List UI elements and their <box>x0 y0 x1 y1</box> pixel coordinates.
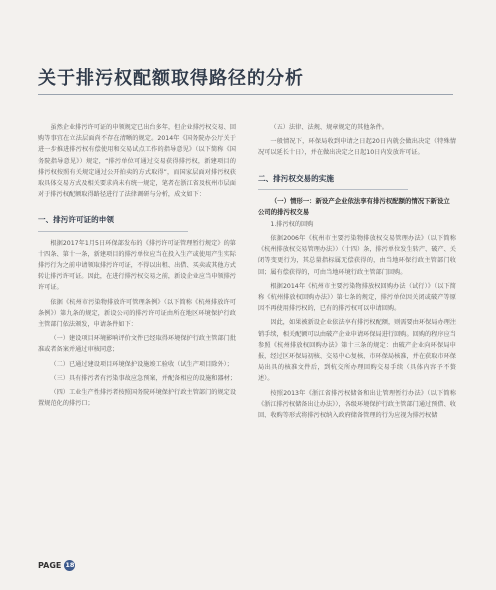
page-number-badge: 18 <box>65 561 75 569</box>
body-paragraph: 按照2013年《浙江省排污权储备和出让管理暂行办法》（以下简称《浙江排污权储备出让办法》），各级环境保护行政主管部门通过预借、收回、收购等形式将排污权纳入政府储备管理的行为应视为排污权储 <box>258 389 456 420</box>
section-heading-2: 二、排污权交易的实施 <box>258 173 456 190</box>
subsection-heading: （一）情形一：新设产企业依法享有排污权配额的情况下新设立公司的排污权交易 <box>258 196 450 216</box>
body-paragraph: 根据2017年1月5日环保部发布的《排污许可证管理暂行规定》的第十四条、第十一条，新建项目的排污单位应当在投入生产或使用产生实际排污行为之前申请领取排污许可证，不得以出租、出借、买卖或其他方式转让排污许可证。因此，在进行排污权交易之前，新设企业应当申领排污许可证。 <box>38 239 236 292</box>
body-paragraph: 根据2014年《杭州市主要污染物排放权回购办法（试行）》（以下简称《杭州排放权回购办法》）第七条的规定，排污单位因关闭或破产等原因不再使用排污权的，已有的排污权可以申请回购。 <box>258 282 456 313</box>
body-paragraph: 因此，如果被新设企业依法享有排污权配额，则需要由环保局办理注销手续，相关配额可以由破产企业申请环保局进行回购。回购的程序应当参照《杭州排放权回购办法》第十三条的规定：由破产企业向环保局申报，经过区环保局初核、交易中心复核、市环保局核准，并在获取市环保局出具的核准文件后，到杭交所办理回购交易手续（具体内容予不赘述）。 <box>258 319 457 383</box>
left-column <box>38 122 236 412</box>
right-column <box>258 122 456 424</box>
condition-item: （一）建设项目环境影响评价文件已经取得环境保护行政主管部门批准或者备案并通过审核同意； <box>38 335 237 354</box>
body-paragraph: 依据《杭州市污染物排放许可管理条例》（以下简称《杭州排放许可条例》）第九条的规定，新设公司的排污许可证由所在地区环境保护行政主管部门依法颁发，申请条件如下： <box>38 298 236 329</box>
page-footer <box>38 560 75 571</box>
body-paragraph: 依据2006年《杭州市主要污染物排放权交易管理办法》（以下简称《杭州排放权交易管理办法》）（十四）条，排污单位发生转产、破产、关闭等变更行为，其总量指标属无偿获得的，由当地环保行政主管部门收回；属有偿获得的，可由当地环境行政主管部门回购。 <box>258 235 456 276</box>
body-paragraph: （五）法律、法规、规章规定的其他条件。 <box>270 124 388 131</box>
section-heading-1: 一、排污许可证的申领 <box>38 214 236 231</box>
title-rule <box>38 94 453 95</box>
intro-paragraph: 虽然企业排污许可证的申领规定已出台多年，但企业排污权交易、回购等事宜在立法层面尚不存在清晰的规定。2014年《国务院办公厅关于进一步推进排污权有偿使用和交易试点工作的指导意见》（以下简称《国务院指导意见》）规定，“排污单位可通过交易获得排污权，新建项目的排污权按照有关规定通过公开拍卖的方式取得”，而国家层面对排污权获取具体交易方式及相关要求尚未有统一规定，笔者在浙江省及杭州市层面对于排污权配额取得路径进行了法律调研与分析，成文如下： <box>38 124 237 199</box>
condition-item: （三）具有排污者有污染事故应急预案，并配备相应的设施和器材； <box>50 374 237 382</box>
condition-item: （二）已通过建设项目环境保护设施竣工验收（试生产项目除外）； <box>50 360 233 368</box>
page-label: PAGE <box>38 561 62 570</box>
body-paragraph: 一般情况下，环保局收到申请之日起20日内就会做出决定（特殊情况可以延长十日），并在做出决定之日起10日内发放许可证。 <box>258 138 456 157</box>
paragraph-heading: 1.排污权的回购 <box>270 220 314 228</box>
condition-item: （四）工业生产性排污者按照国务院环境保护行政主管部门的规定设置规范化的排污口； <box>38 389 237 408</box>
article-title: 关于排污权配额取得路径的分析 <box>38 68 304 89</box>
